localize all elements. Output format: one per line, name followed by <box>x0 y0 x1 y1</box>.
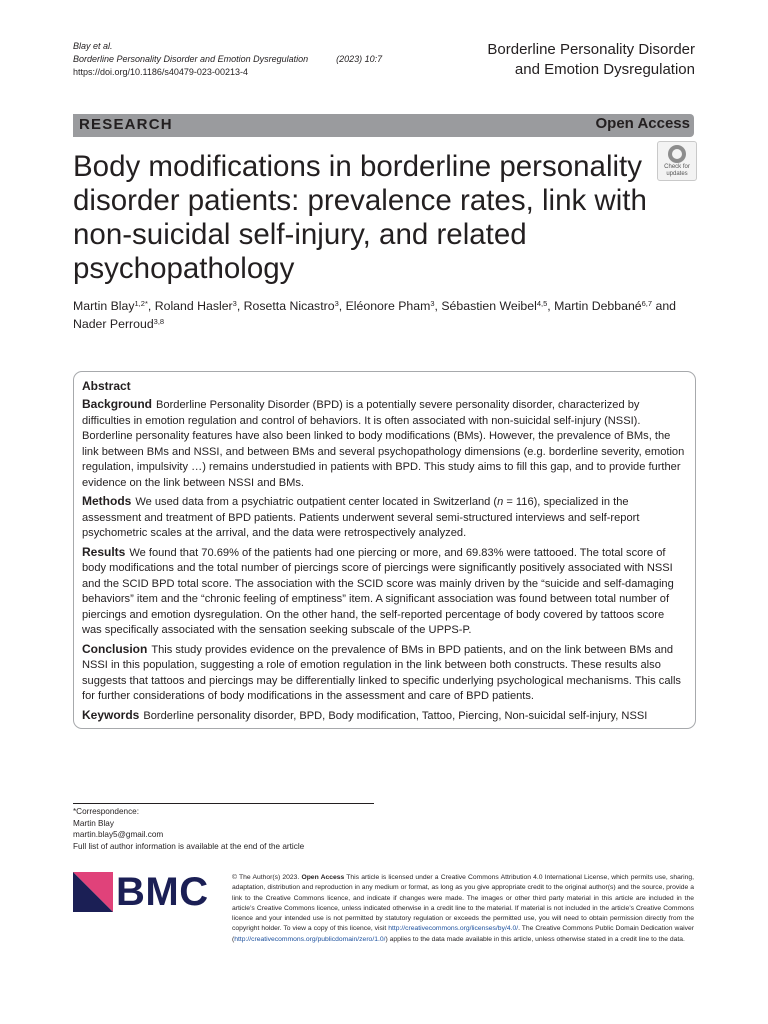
abstract-background: Background Borderline Personality Disorder (BPD) is a potentially severe personality disorder, characterized by difficulties in emotion regulation and control of behaviors. It is often associated with non-suicidal self-injury (NSSI). Borderline personality features have also been linked to body modifications (BMs). However, the prevalence of BMs, the link between BMs and NSSI, and between BMs and several psychopathology dimensions (e.g. borderline severity, emotion regulation, impulsivity …) remains understudied in patients with BPD. This study aims to fill this gap, and to provide further evidence on the link between NSSI and BMs. <box>82 397 685 489</box>
open-access-label: Open Access <box>595 115 690 132</box>
header-year-volume: (2023) 10:7 <box>336 54 383 64</box>
article-title: Body modifications in borderline personality disorder patients: prevalence rates, link with non-suicidal self-injury, and related psychopathology <box>73 150 647 285</box>
license-link[interactable]: http://creativecommons.org/licenses/by/4.0/ <box>388 925 519 933</box>
header-authors: Blay et al. <box>73 41 113 51</box>
methods-label: Methods <box>82 494 132 508</box>
affiliation-note: Full list of author information is available at the end of the article <box>73 841 305 851</box>
abstract-heading: Abstract <box>82 379 131 393</box>
correspondence-name: Martin Blay <box>73 818 114 828</box>
section-bar <box>73 114 694 137</box>
check-for-updates-badge[interactable] <box>657 141 697 181</box>
public-domain-link[interactable]: http://creativecommons.org/publicdomain/zero/1.0/ <box>234 935 386 943</box>
license-text: © The Author(s) 2023. Open Access This article is licensed under a Creative Commons Attribution 4.0 International License, which permits use, sharing, adaptation, distribution and reproduction in any medium or format, as long as you give appropriate credit to the original author(s) and the source, provide a link to the Creative Commons licence, and indicate if changes were made. The images or other third party material in this article are included in the article’s Creative Commons licence, unless indicated otherwise in a credit line to the material. If material is not included in the article’s Creative Commons licence and your intended use is not permitted by statutory regulation or exceeds the permitted use, you will need to obtain permission directly from the copyright holder. To view a copy of this licence, visit http://creativecommons.org/licenses/by/4.0/. The Creative Commons Public Domain Dedication waiver (http://creativecommons.org/publicdomain/zero/1.0/) applies to the data made available in this article, unless otherwise stated in a credit line to the data. <box>232 874 694 943</box>
abstract-box <box>73 371 696 729</box>
author-affiliation: 4,5 <box>536 299 548 308</box>
keywords-label: Keywords <box>82 707 140 722</box>
journal-name-line1: Borderline Personality Disorder <box>487 41 695 58</box>
author-affiliation: 6,7 <box>641 299 653 308</box>
section-label: RESEARCH <box>79 116 173 133</box>
abstract-conclusion: Conclusion This study provides evidence on the prevalence of BMs in BPD patients, and on the link between BMs and NSSI in this population, suggesting a role of emotion regulation in the link between both constructs. These results also suggests that tattoos and piercings may be differentially linked to specific underlying psychological mechanisms. This calls for further considerations of body modifications in the assessment and care of BPD patients. <box>82 641 681 702</box>
background-label: Background <box>82 397 153 411</box>
author-affiliation: 3 <box>334 299 339 308</box>
running-header <box>73 40 382 79</box>
author-affiliation: 3 <box>430 299 435 308</box>
license-open-access: Open Access <box>301 874 345 881</box>
journal-name-line2: and Emotion Dysregulation <box>514 61 695 78</box>
abstract-methods: Methods We used data from a psychiatric outpatient center located in Switzerland (n = 116), specialized in the assessment and treatment of BPD patients. Patients underwent several semi-structured interviews and self-report psychometric scales at the arrival, and the data were retrospectively analyzed. <box>82 494 640 539</box>
author-list: Martin Blay$^{1,2*}$, Roland Hasler$^3$, Rosetta Nicastro$^3$, Eléonore Pham$^3$, Sébastien Weibel$^{4,5}$, Martin Debbané$^{6,7}$ and Nader Perroud$^{3,8}$ <box>73 299 676 331</box>
author-name: Martin Blay <box>73 299 135 313</box>
results-label: Results <box>82 544 126 559</box>
header-doi[interactable]: https://doi.org/10.1186/s40479-023-00213-4 <box>73 67 248 77</box>
author-name: Martin Debbané <box>554 299 642 313</box>
correspondence-email[interactable]: martin.blay5@gmail.com <box>73 830 164 839</box>
conclusion-label: Conclusion <box>82 641 148 656</box>
bmc-logo-icon <box>73 872 113 912</box>
author-affiliation: 1,2* <box>134 299 148 308</box>
author-name: Eléonore Pham <box>345 299 431 313</box>
author-name: Nader Perroud <box>73 317 154 331</box>
correspondence-label: *Correspondence: <box>73 807 139 816</box>
bmc-logo <box>73 872 215 912</box>
author-name: Roland Hasler <box>154 299 233 313</box>
abstract-results: Results We found that 70.69% of the patients had one piercing or more, and 69.83% were tattooed. The total score of body modifications and the total number of piercings score of piercings were significantly positively associated with NSSI and the SCID BPD total score. The association with the SCID score was mainly driven by the “suicide and self-damaging behaviors” item and the “chronic feeling of emptiness” item. A significant association was found between total number of piercings and emotion dysregulation. On the other hand, the self-reported percentage of body covered by tattoos score was specifically associated with the sensation seeking subscale of the UPPS-P. <box>82 544 674 636</box>
abstract-keywords: Keywords Borderline personality disorder, BPD, Body modification, Tattoo, Piercing, Non-suicidal self-injury, NSSI <box>82 707 648 722</box>
header-journal: Borderline Personality Disorder and Emotion Dysregulation <box>73 54 309 64</box>
author-affiliation: 3 <box>232 299 237 308</box>
bmc-logo-text: BMC <box>116 870 209 914</box>
check-for-updates-icon <box>668 145 686 163</box>
author-name: Rosetta Nicastro <box>243 299 335 313</box>
journal-name <box>487 40 695 80</box>
author-affiliation: 3,8 <box>153 317 165 326</box>
correspondence-note <box>73 806 304 852</box>
header-citation <box>73 53 382 66</box>
author-name: Sébastien Weibel <box>441 299 537 313</box>
footnote-divider <box>73 803 374 804</box>
check-for-updates-label: Check for updates <box>664 164 690 177</box>
